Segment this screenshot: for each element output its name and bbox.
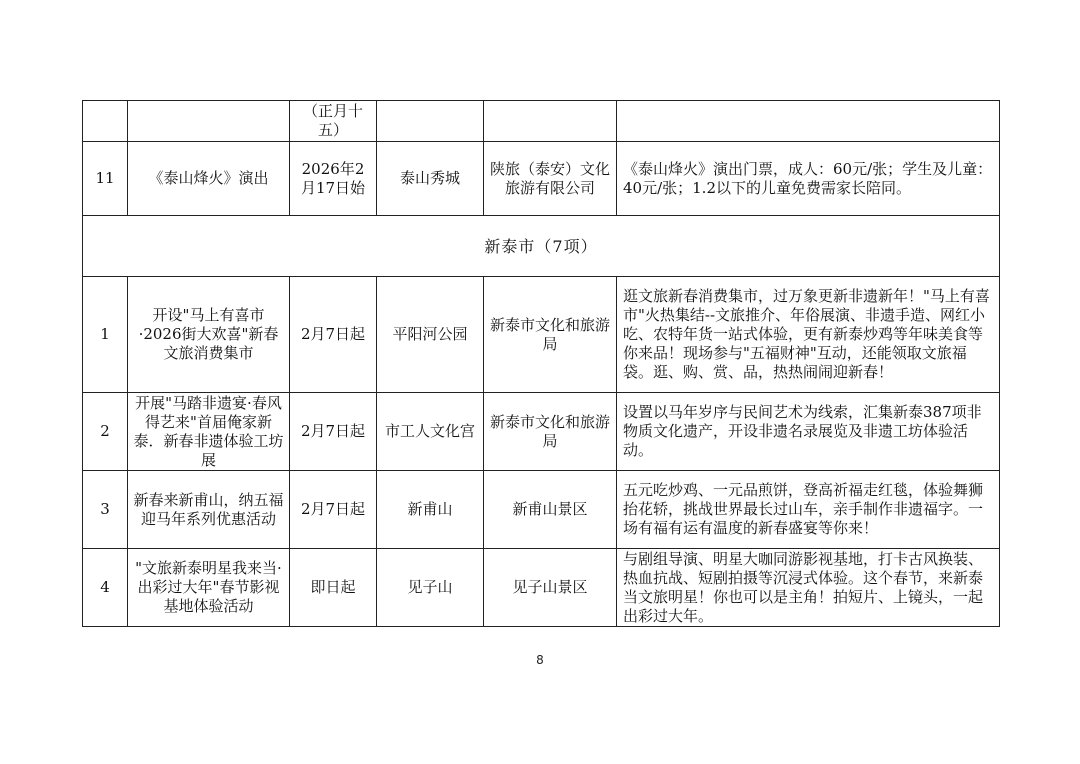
activity-location: 平阳河公园 [377, 277, 484, 393]
activity-location: 见子山 [377, 549, 484, 627]
activity-time: 2月7日起 [290, 277, 377, 393]
activity-time: 即日起 [290, 549, 377, 627]
activity-organizer [484, 101, 617, 142]
activity-description: 五元吃炒鸡、一元品煎饼，登高祈福走红毯，体验舞狮抬花轿，挑战世界最长过山车，亲手制作非遗福字。一场有福有运有温度的新春盛宴等你来！ [617, 471, 1000, 549]
activity-organizer: 新甫山景区 [484, 471, 617, 549]
activity-organizer: 见子山景区 [484, 549, 617, 627]
activity-location: 新甫山 [377, 471, 484, 549]
activity-name: 新春来新甫山，纳五福迎马年系列优惠活动 [128, 471, 290, 549]
activity-time: 2月7日起 [290, 393, 377, 471]
activity-organizer: 新泰市文化和旅游局 [484, 393, 617, 471]
activity-description: 与剧组导演、明星大咖同游影视基地，打卡古风换装、热血抗战、短剧拍摄等沉浸式体验。这个春节，来新泰当文旅明星！你也可以是主角！拍短片、上镜头，一起出彩过大年。 [617, 549, 1000, 627]
activity-organizer: 新泰市文化和旅游局 [484, 277, 617, 393]
activity-name: 开设"马上有喜市·2026街大欢喜"新春文旅消费集市 [128, 277, 290, 393]
activity-location: 泰山秀城 [377, 142, 484, 216]
table-row [83, 277, 1000, 393]
activity-organizer: 陕旅（泰安）文化旅游有限公司 [484, 142, 617, 216]
activity-description: 逛文旅新春消费集市，过万象更新非遗新年！"马上有喜市"火热集结--文旅推介、年俗展演、非遗手造、网红小吃、农特年货一站式体验，更有新泰炒鸡等年味美食等你来品！现场参与"五福财神"互动，还能领取文旅福袋。逛、购、赏、品，热热闹闹迎新春！ [617, 277, 1000, 393]
activity-description [617, 101, 1000, 142]
page-number: 8 [536, 653, 544, 667]
activity-description: 《泰山烽火》演出门票，成人：60元/张；学生及儿童：40元/张；1.2以下的儿童免费需家长陪同。 [617, 142, 1000, 216]
table-row [83, 101, 1000, 142]
table-row [83, 393, 1000, 471]
row-number [83, 101, 128, 142]
activity-name: 开展"马踏非遗宴·春风得艺来"首届俺家新泰．新春非遗体验工坊展 [128, 393, 290, 471]
activity-location [377, 101, 484, 142]
row-number: 4 [83, 549, 128, 627]
row-number: 2 [83, 393, 128, 471]
row-number: 1 [83, 277, 128, 393]
activity-name: 《泰山烽火》演出 [128, 142, 290, 216]
activity-description: 设置以马年岁序与民间艺术为线索，汇集新泰387项非物质文化遗产，开设非遗名录展览及非遗工坊体验活动。 [617, 393, 1000, 471]
activity-time: 2026年2月17日始 [290, 142, 377, 216]
activity-location: 市工人文化宫 [377, 393, 484, 471]
table-row [83, 142, 1000, 216]
table-row [83, 549, 1000, 627]
section-header-row [83, 216, 1000, 277]
section-title: 新泰市（7项） [83, 216, 1000, 277]
activity-name [128, 101, 290, 142]
activity-table [82, 100, 1000, 627]
table-row [83, 471, 1000, 549]
activity-name: "文旅新泰明星我来当·出彩过大年"春节影视基地体验活动 [128, 549, 290, 627]
activity-time: 2月7日起 [290, 471, 377, 549]
row-number: 11 [83, 142, 128, 216]
activity-time: （正月十五） [290, 101, 377, 142]
row-number: 3 [83, 471, 128, 549]
